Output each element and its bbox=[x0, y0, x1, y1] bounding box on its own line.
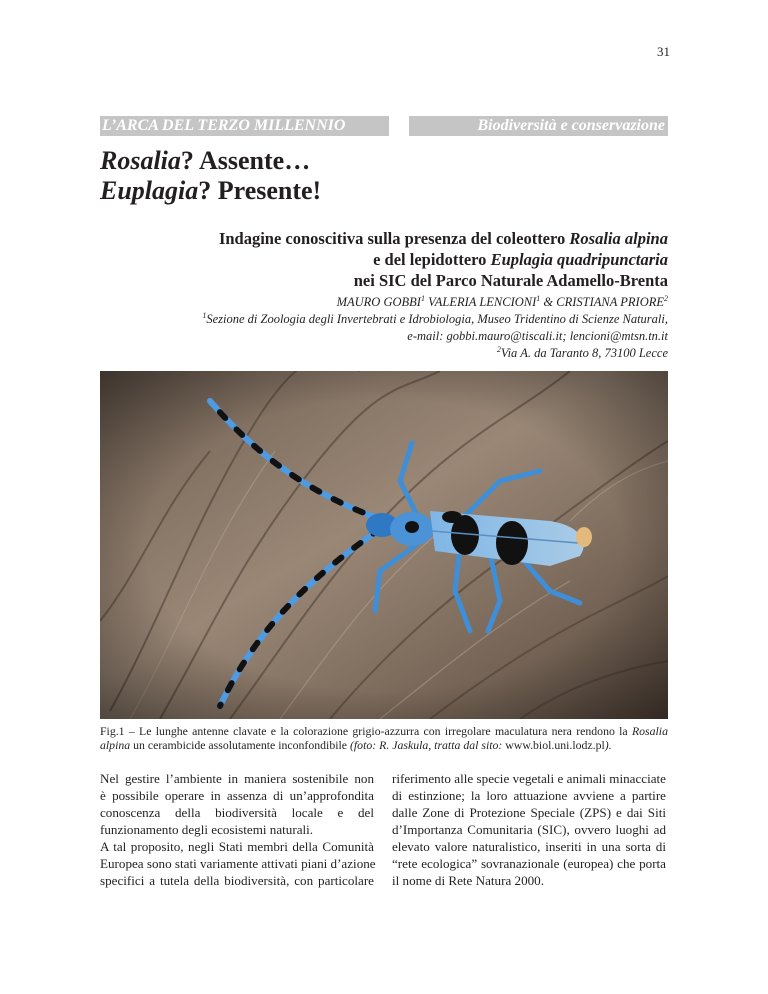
affiliation-1-text: Sezione di Zoologia degli Invertebrati e Idrobiologia, Museo Tridentino di Scienze Naturali, bbox=[206, 312, 668, 326]
caption-line-1-text: Fig.1 – Le lunghe antenne clavate e la colorazione grigio-azzurra con irregolare maculatura nera rendono la bbox=[100, 724, 632, 738]
affiliation-1 bbox=[100, 311, 668, 328]
body-line: Nel gestire l’ambiente in maniera sostenibile non bbox=[100, 771, 374, 786]
body-column-left bbox=[100, 770, 374, 889]
author-1-sup: 1 bbox=[420, 293, 425, 303]
author-2: VALERIA LENCIONI bbox=[424, 295, 537, 309]
body-line: Europea sono stati variamente attivati piani d’azione bbox=[100, 856, 376, 871]
caption-end: ). bbox=[604, 738, 612, 752]
title-line-2 bbox=[100, 176, 321, 206]
section-banner-left bbox=[100, 116, 389, 136]
body-line: A tal proposito, negli Stati membri della Comunità bbox=[100, 839, 374, 854]
author-emails: e-mail: gobbi.mauro@tiscali.it; lencioni@mtsn.tn.it bbox=[407, 329, 668, 343]
subtitle-line-1-text: Indagine conoscitiva sulla presenza del coleottero bbox=[218, 229, 570, 248]
subtitle-line-3: nei SIC del Parco Naturale Adamello-Brenta bbox=[353, 271, 668, 290]
subtitle-species-euplagia: Euplagia quadripunctaria bbox=[490, 250, 668, 269]
caption-line-2-text: un cerambicide assolutamente inconfondibile bbox=[130, 738, 350, 752]
figure-caption bbox=[100, 724, 668, 752]
author-3: & CRISTIANA PRIORE bbox=[540, 295, 664, 309]
body-line: elevato valore naturalistico, inseriti in una sorta di bbox=[392, 839, 666, 854]
author-2-sup: 1 bbox=[536, 293, 541, 303]
author-1: MAURO GOBBI bbox=[336, 295, 421, 309]
affiliation-2-sup: 2 bbox=[496, 344, 501, 354]
subtitle-species-rosalia: Rosalia alpina bbox=[569, 229, 668, 248]
article-title bbox=[100, 146, 321, 206]
section-banner-right bbox=[409, 116, 668, 136]
title-genus-euplagia: Euplagia bbox=[100, 176, 199, 205]
title-line-1 bbox=[100, 146, 321, 176]
affiliation-2 bbox=[100, 345, 668, 362]
subtitle-line-2 bbox=[100, 249, 668, 270]
page-number: 31 bbox=[657, 44, 670, 59]
body-line: “rete ecologica” sovranazionale (europea) che porta bbox=[392, 856, 666, 871]
caption-line-1 bbox=[100, 724, 668, 738]
section-title: L’ARCA DEL TERZO MILLENNIO bbox=[102, 117, 346, 134]
subtitle-line-1 bbox=[100, 228, 668, 249]
author-3-sup: 2 bbox=[664, 293, 668, 303]
body-line: è possibile operare in assenza di un’approfondita bbox=[100, 788, 374, 803]
caption-line-2 bbox=[100, 738, 668, 752]
body-line: il nome di Rete Natura 2000. bbox=[392, 873, 544, 888]
body-line: di estinzione; la loro attuazione avviene a partire bbox=[392, 788, 666, 803]
subtitle-line-2-text: e del lepidottero bbox=[373, 250, 491, 269]
caption-genus: Rosalia bbox=[631, 724, 668, 738]
title-line-2-rest: ? Presente! bbox=[198, 176, 322, 205]
title-line-1-rest: ? Assente… bbox=[180, 146, 311, 175]
body-line: specifici a tutela della biodiversità, con particolare bbox=[100, 873, 374, 888]
section-subject: Biodiversità e conservazione bbox=[477, 117, 665, 134]
body-line: riferimento alle specie vegetali e animali minacciate bbox=[392, 771, 666, 786]
body-line: conoscenza della biodiversità locale e del bbox=[100, 805, 374, 820]
body-line: funzionamento degli ecosistemi naturali. bbox=[100, 822, 314, 837]
caption-photo-credit: (foto: R. Jaskula, tratta dal sito: bbox=[349, 738, 506, 752]
title-genus-rosalia: Rosalia bbox=[100, 146, 181, 175]
rosalia-alpina-photo bbox=[100, 371, 668, 719]
beetle-on-bark-illustration bbox=[100, 371, 668, 719]
body-line: d’Importanza Comunitaria (SIC), ovvero luoghi ad bbox=[392, 822, 666, 837]
caption-source-url: www.biol.uni.lodz.pl bbox=[505, 738, 605, 752]
affiliation-1-sup: 1 bbox=[202, 310, 207, 320]
caption-species: alpina bbox=[100, 738, 131, 752]
affiliation-2-text: Via A. da Taranto 8, 73100 Lecce bbox=[500, 346, 668, 360]
article-subtitle bbox=[100, 228, 668, 291]
authors-block bbox=[100, 294, 668, 362]
body-column-right bbox=[392, 770, 666, 889]
author-names bbox=[100, 294, 668, 311]
body-line: dalle Zone di Protezione Speciale (ZPS) e dai Siti bbox=[392, 805, 666, 820]
